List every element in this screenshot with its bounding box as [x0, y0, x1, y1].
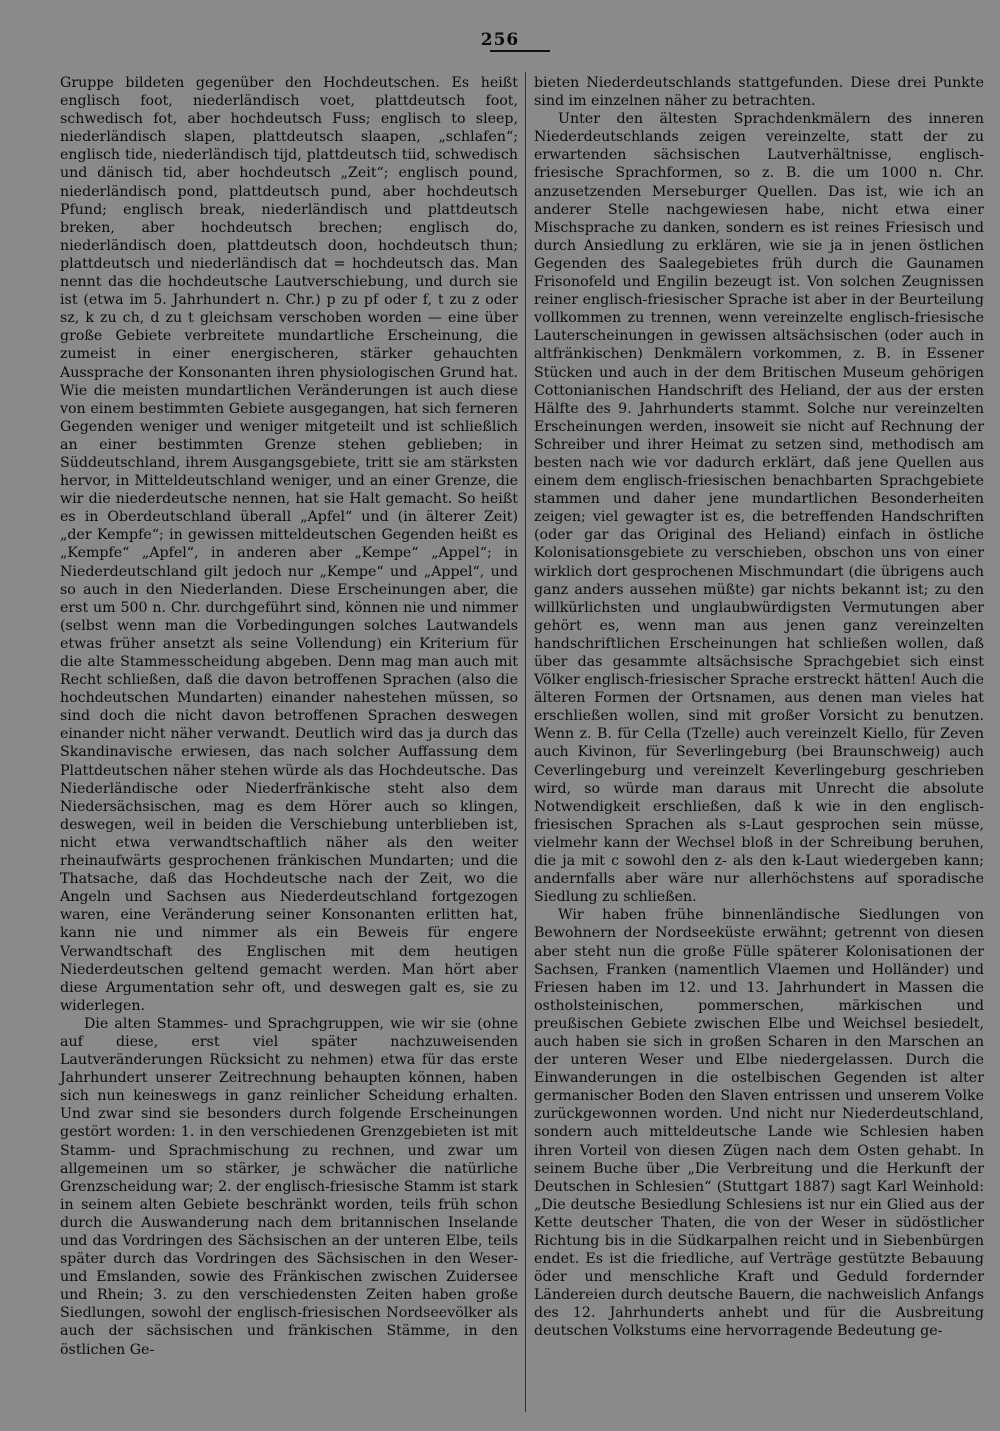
column-divider: [525, 72, 526, 1412]
right-paragraph-3: Wir haben frühe binnenländische Siedlungen von Bewohnern der Nordseeküste erwähnt; getrennt von diesen aber steht nun die große Fülle späterer Kolonisationen der Sachsen, Franken (namentlich Vlaemen und Holländer) und Friesen haben im 12. und 13. Jahrhundert in Massen die ostholsteinischen, pommerschen, märkischen und preußischen Gebiete zwischen Elbe und Weichsel besiedelt, auch haben sie sich in großen Scharen in den Marschen an der unteren Weser und Elbe niedergelassen. Durch die Einwanderungen in die ostelbischen Gegenden ist alter germanischer Boden den Slaven entrissen und unserem Volke zurückgewonnen worden. Und nicht nur Niederdeutschland, sondern auch mitteldeutsche Lande wie Schlesien haben ihren Vorteil von diesen Zügen nach dem Osten gehabt. In seinem Buche über „Die Verbreitung und die Herkunft der Deutschen in Schlesien“ (Stuttgart 1887) sagt Karl Weinhold: „Die deutsche Besiedlung Schlesiens ist nur ein Glied aus der Kette deutscher Thaten, die von der Weser in südöstlicher Richtung bis in die Südkarpalhen reicht und in Siebenbürgen endet. Es ist die friedliche, auf Verträge gestützte Bebauung öder und menschliche Kraft und Geduld fordernder Ländereien durch deutsche Bauern, die nachweislich Anfangs des 12. Jahrhunderts anhebt und für die Ausbreitung deutschen Volkstums eine hervorragende Bedeutung ge-: [534, 907, 984, 1340]
right-paragraph-1: bieten Niederdeutschlands stattgefunden. Diese drei Punkte sind im einzelnen näher zu betrachten.: [534, 75, 984, 110]
left-column: [60, 74, 518, 1359]
left-paragraph-2: Die alten Stammes- und Sprachgruppen, wie wir sie (ohne auf diese, erst viel später nachzuweisenden Lautveränderungen Rücksicht zu nehmen) etwa für das erste Jahrhundert unserer Zeitrechnung behaupten können, haben sich nun keineswegs in ganz reinlicher Scheidung erhalten. Und zwar sind sie besonders durch folgende Erscheinungen gestört worden: 1. in den verschiedenen Grenzgebieten ist mit Stamm- und Sprachmischung zu rechnen, und zwar um allgemeinen um so stärker, je schwächer die natürliche Grenzscheidung war; 2. der englisch-friesische Stamm ist stark in seinem alten Gebiete beschränkt worden, teils früh schon durch die Auswanderung nach dem britannischen Inselande und das Vordringen des Sächsischen an der unteren Elbe, teils später durch das Vordringen des Sächsischen in den Weser- und Emslanden, sowie des Fränkischen zwischen Zuidersee und Rhein; 3. zu den verschiedensten Zeiten haben große Siedlungen, sowohl der englisch-friesischen Nordseevölker als auch der sächsischen und fränkischen Stämme, in den östlichen Ge-: [60, 1015, 518, 1358]
right-column: [534, 74, 984, 1341]
header-rule: [490, 50, 550, 52]
page-number: 256: [480, 30, 520, 50]
left-paragraph-1: Gruppe bildeten gegenüber den Hochdeutschen. Es heißt englisch foot, niederländisch voet, plattdeutsch foot, schwedisch fot, aber hochdeutsch Fuss; englisch to sleep, niederländisch slapen, plattdeutsch slaapen, „schlafen“; englisch tide, niederländisch tijd, plattdeutsch tiid, schwedisch und dänisch tid, aber hochdeutsch „Zeit“; englisch pound, niederländisch pond, plattdeutsch pund, aber hochdeutsch Pfund; englisch break, niederländisch und plattdeutsch breken, aber hochdeutsch brechen; englisch do, niederländisch doen, plattdeutsch doon, hochdeutsch thun; plattdeutsch und niederländisch dat = hochdeutsch das. Man nennt das die hochdeutsche Lautverschiebung, und durch sie ist (etwa im 5. Jahrhundert n. Chr.) p zu pf oder f, t zu z oder sz, k zu ch, d zu t gleichsam verschoben worden — eine über große Gebiete verbreitete mundartliche Erscheinung, die zumeist in einer energischeren, stärker gehauchten Aussprache der Konsonanten ihren physiologischen Grund hat. Wie die meisten mundartlichen Veränderungen ist auch diese von einem bestimmten Gebiete ausgegangen, hat sich ferneren Gegenden weniger und weniger mitgeteilt und ist schließlich an einer bestimmten Grenze stehen geblieben; in Süddeutschland, ihrem Ausgangsgebiete, tritt sie am stärksten hervor, in Mitteldeutschland weniger, und an einer Grenze, die wir die niederdeutsche nennen, hat sie Halt gemacht. So heißt es in Oberdeutschland überall „Apfel“ und (in älterer Zeit) „der Kempfe“; in gewissen mitteldeutschen Gegenden heißt es „Kempfe“ „Apfel“, in anderen aber „Kempe“ „Appel“; in Niederdeutschland gilt jedoch nur „Kempe“ und „Appel“, und so auch in den Niederlanden. Diese Erscheinungen aber, die erst um 500 n. Chr. durchgeführt sind, können nie und nimmer (selbst wenn man die Vorbedingungen solches Lautwandels etwas früher ansetzt als seine Vollendung) ein Kriterium für die alte Stammesscheidung abgeben. Denn mag man auch mit Recht schließen, daß die davon betroffenen Sprachen (also die hochdeutschen Mundarten) einander nahestehen müssen, so sind doch die nicht davon betroffenen Sprachen deswegen einander nicht näher verwandt. Deutlich wird das ja durch das Skandinavische erwiesen, das nach solcher Auffassung dem Plattdeutschen näher stehen würde als das Hochdeutsche. Das Niederländische oder Niederfränkische steht also dem Niedersächsischen, mag es dem Hörer auch so klingen, deswegen, weil in beiden die Verschiebung unterblieben ist, nicht etwa verwandtschaftlich näher als den weiter rheinaufwärts gesprochenen fränkischen Mundarten; und die Thatsache, daß das Hochdeutsche nach der Zeit, wo die Angeln und Sachsen aus Niederdeutschland fortgezogen waren, eine Veränderung seiner Konsonanten erlitten hat, kann nie und nimmer als ein Beweis für engere Verwandtschaft des Englischen mit dem heutigen Niederdeutschen geltend gemacht werden. Man hört aber diese Argumentation sehr oft, und deswegen galt es, sie zu widerlegen.: [60, 75, 518, 1014]
right-paragraph-2: Unter den ältesten Sprachdenkmälern des inneren Niederdeutschlands zeigen vereinzelte, statt der zu erwartenden sächsischen Lautverhältnisse, englisch-friesische Sprachformen, so z. B. die um 1000 n. Chr. anzusetzenden Merseburger Quellen. Das ist, wie ich an anderer Stelle nachgewiesen habe, nicht etwa einer Mischsprache zu danken, sondern es ist reines Friesisch und durch Ansiedlung zu erklären, wie sie ja in jenen östlichen Gegenden des Saalegebietes früh durch die Gaunamen Frisonofeld und Engilin bezeugt ist. Von solchen Zeugnissen reiner englisch-friesischer Sprache ist aber in der Beurteilung vollkommen zu trennen, wenn vereinzelte englisch-friesische Lauterscheinungen in gewissen altsächsischen (oder auch in altfränkischen) Denkmälern vorkommen, z. B. in Essener Stücken und auch in der dem Britischen Museum gehörigen Cottonianischen Handschrift des Heliand, der aus der ersten Hälfte des 9. Jahrhunderts stammt. Solche nur vereinzelten Erscheinungen werden, insoweit sie nicht auf Rechnung der Schreiber und ihrer Heimat zu setzen sind, methodisch am besten nach wie vor dadurch erklärt, daß jene Quellen aus einem dem englisch-friesischen benachbarten Sprachgebiete stammen und daher jene mundartlichen Besonderheiten zeigen; viel gewagter ist es, die betreffenden Handschriften (oder gar das Original des Heliand) einfach in östliche Kolonisationsgebiete zu verschieben, obschon uns von einer wirklich dort gesprochenen Mischmundart (die übrigens auch ganz anders aussehen müßte) gar nichts bekannt ist; zu den willkürlichsten und unglaubwürdigsten Vermutungen aber gehört es, wenn man aus jenen ganz vereinzelten handschriftlichen Erscheinungen hat schließen wollen, daß über das gesammte altsächsische Sprachgebiet sich einst Völker englisch-friesischer Sprache erstreckt hätten! Auch die älteren Formen der Ortsnamen, aus denen man vieles hat erschließen wollen, sind mit großer Vorsicht zu benutzen. Wenn z. B. für Cella (Tzelle) auch vereinzelt Kiello, für Zeven auch Kivinon, für Severlingeburg (bei Braunschweig) auch Ceverlingeburg und vereinzelt Keverlingeburg geschrieben wird, so würde man daraus mit Unrecht die absolute Notwendigkeit erschließen, daß k wie in den englisch-friesischen Sprachen als s-Laut gesprochen sein müsse, vielmehr kann der Wechsel bloß in der Schreibung beruhen, die ja mit c sowohl den z- als den k-Laut wiedergeben kann; andernfalls aber wäre nur allerhöchstens auf sporadische Siedlung zu schließen.: [534, 111, 984, 906]
